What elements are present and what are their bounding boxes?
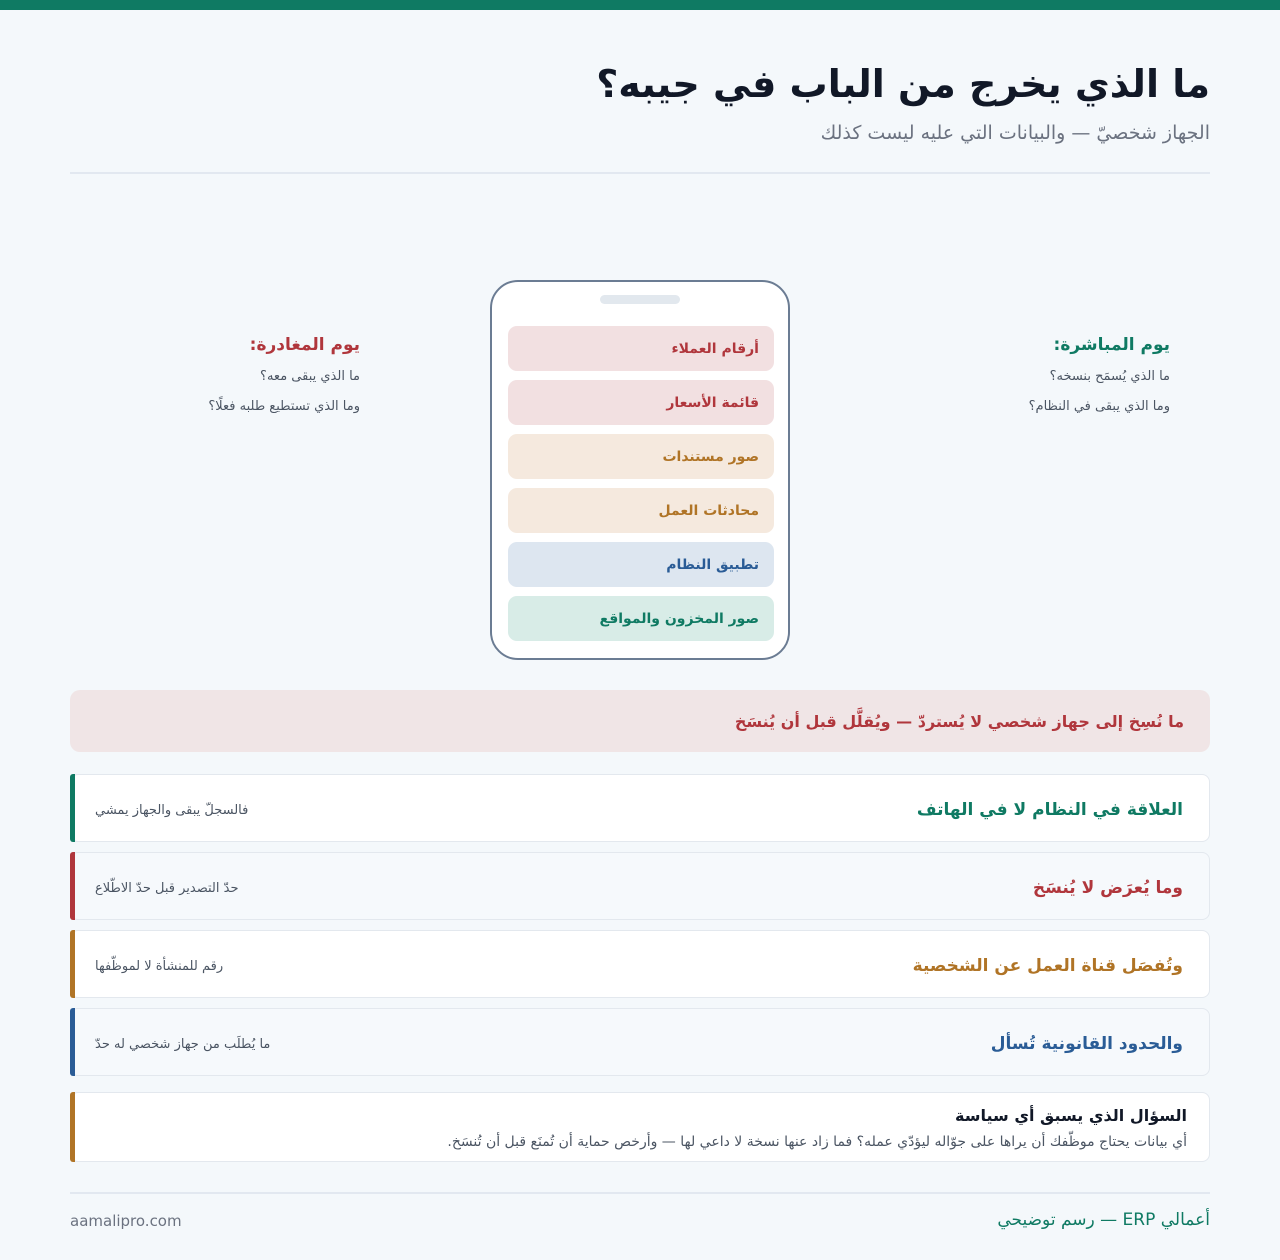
- leave-day-title: يوم المغادرة:: [249, 335, 360, 355]
- footer-site-link[interactable]: aamalipro.com: [70, 1212, 182, 1230]
- phone-data-list: [508, 326, 774, 650]
- top-accent-bar: [0, 0, 1280, 10]
- phone-item-work-chats: محادثات العمل: [508, 488, 774, 533]
- leave-day-question: ما الذي يبقى معه؟: [260, 369, 360, 384]
- principle-row: [70, 1008, 1210, 1076]
- principle-desc: ما يُطلَب من جهاز شخصي له حدّ: [95, 1036, 271, 1052]
- question-title: السؤال الذي يسبق أي سياسة: [955, 1106, 1187, 1125]
- phone-notch: [600, 295, 680, 304]
- principle-title: وما يُعرَض لا يُنسَخ: [1032, 878, 1183, 898]
- row-accent: [70, 930, 75, 998]
- principle-row: [70, 774, 1210, 842]
- start-day-title: يوم المباشرة:: [1053, 335, 1170, 355]
- principle-desc: حدّ التصدير قبل حدّ الاطّلاع: [95, 880, 239, 896]
- leave-day-question: وما الذي تستطيع طلبه فعلًا؟: [208, 399, 360, 414]
- principle-title: وتُفصَل قناة العمل عن الشخصية: [912, 956, 1183, 976]
- footer-brand: أعمالي ERP — رسم توضيحي: [997, 1210, 1210, 1230]
- principle-row: [70, 852, 1210, 920]
- phone-illustration: [490, 280, 790, 660]
- start-day-question: ما الذي يُسمَح بنسخه؟: [1049, 369, 1170, 384]
- start-day-panel: [950, 333, 1170, 417]
- question-accent: [70, 1092, 75, 1162]
- leave-day-panel: [180, 333, 360, 417]
- row-accent: [70, 852, 75, 920]
- phone-item-system-app: تطبيق النظام: [508, 542, 774, 587]
- principle-desc: رقم للمنشأة لا لموظّفها: [95, 958, 224, 974]
- key-question-box: [70, 1092, 1210, 1162]
- principle-desc: فالسجلّ يبقى والجهاز يمشي: [95, 802, 249, 818]
- footer-divider: [70, 1192, 1210, 1194]
- row-accent: [70, 1008, 75, 1076]
- warning-banner: ما نُسِخ إلى جهاز شخصي لا يُستردّ — ويُقلَّل قبل أن يُنسَخ: [70, 690, 1210, 752]
- start-day-question: وما الذي يبقى في النظام؟: [1028, 399, 1170, 414]
- phone-item-customer-numbers: أرقام العملاء: [508, 326, 774, 371]
- row-accent: [70, 774, 75, 842]
- header-divider: [70, 172, 1210, 174]
- phone-item-inventory-photos: صور المخزون والمواقع: [508, 596, 774, 641]
- phone-item-document-photos: صور مستندات: [508, 434, 774, 479]
- principle-title: والحدود القانونية تُسأل: [990, 1034, 1183, 1054]
- header: [70, 58, 1210, 146]
- principle-row: [70, 930, 1210, 998]
- principle-title: العلاقة في النظام لا في الهاتف: [916, 800, 1183, 820]
- phone-item-price-list: قائمة الأسعار: [508, 380, 774, 425]
- question-text: أي بيانات يحتاج موظّفك أن يراها على جوّاله ليؤدّي عمله؟ فما زاد عنها نسخة لا داعي لها — وأرخص حماية أن تُمنَع قبل أن تُنسَخ.: [447, 1134, 1187, 1150]
- page-subtitle: الجهاز شخصيّ — والبيانات التي عليه ليست كذلك: [820, 122, 1210, 144]
- principles-list: [70, 774, 1210, 1086]
- page-title: ما الذي يخرج من الباب في جيبه؟: [596, 62, 1210, 106]
